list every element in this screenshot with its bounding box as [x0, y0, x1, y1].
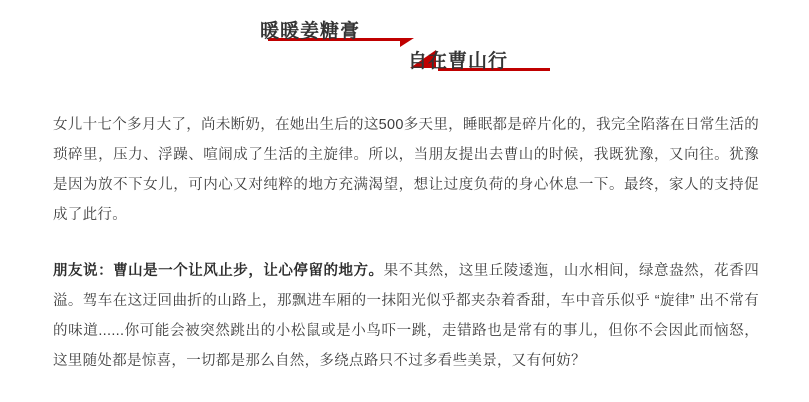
paragraph-2-lead: 朋友说：曹山是一个让风止步，让心停留的地方。 — [53, 263, 384, 279]
title-line-2-wrap — [408, 46, 508, 73]
page-title-line-1: 暖暖姜糖膏 — [260, 21, 361, 42]
article-body — [53, 110, 759, 376]
paragraph-2-rest: 果不其然，这里丘陵逶迤，山水相间，绿意盎然，花香四溢。驾车在这迂回曲折的山路上，那飘进车厢的一抹阳光似乎都夹杂着香甜，车中音乐似乎 “旋律” 出不常有的味道......你可能会被突然跳出的小松鼠或是小鸟吓一跳，走错路也是常有的事儿，但你不会因此而恼怒，这里随处都是惊喜，一切都是那么自然，多绕点路只不过多看些美景，又有何妨？ — [53, 263, 759, 369]
paragraph-2 — [53, 256, 759, 376]
article-header — [0, 0, 809, 82]
title-line-1-wrap — [260, 16, 360, 43]
paragraph-1: 女儿十七个多月大了，尚未断奶，在她出生后的这500多天里，睡眠都是碎片化的，我完全陷落在日常生活的琐碎里，压力、浮躁、喧闹成了生活的主旋律。所以，当朋友提出去曹山的时候，我既犹豫，又向往。犹豫是因为放不下女儿，可内心又对纯粹的地方充满渴望，想让过度负荷的身心休息一下。最终，家人的支持促成了此行。 — [53, 117, 759, 223]
page-title-line-2: 自在曹山行 — [408, 51, 509, 72]
